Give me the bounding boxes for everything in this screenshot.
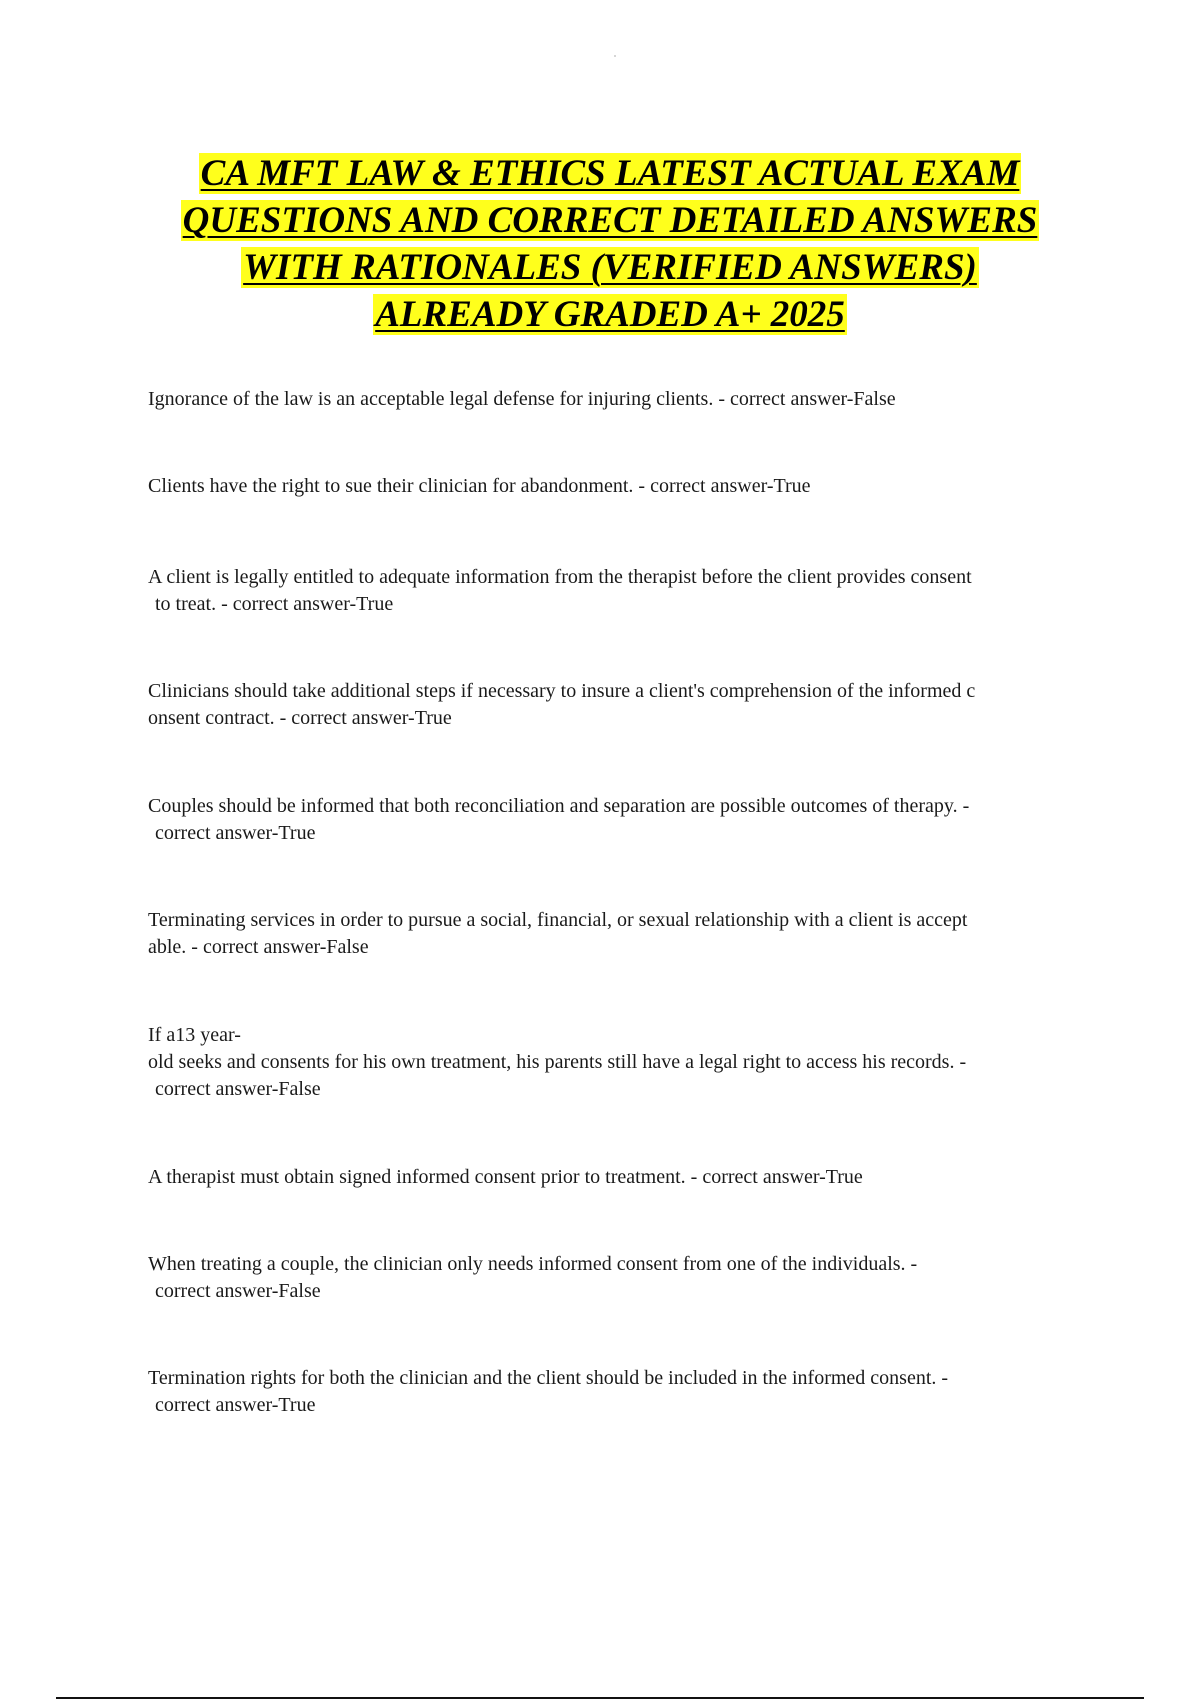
question-item [148,1022,1068,1103]
question-text: correct answer-False [155,1078,321,1100]
question-text: Clients have the right to sue their clinician for abandonment. - correct answer-True [148,475,811,497]
question-text: correct answer-True [155,822,316,844]
title-line: CA MFT LAW & ETHICS LATEST ACTUAL EXAM [200,153,1020,194]
question-item [148,907,1068,961]
question-text: Termination rights for both the clinician and the client should be included in the informed consent. - [148,1367,949,1389]
question-text: Ignorance of the law is an acceptable legal defense for injuring clients. - correct answer-False [148,388,896,410]
question-text: onsent contract. - correct answer-True [148,707,452,729]
question-text: correct answer-True [155,1394,316,1416]
question-item [148,564,1068,618]
question-text: A therapist must obtain signed informed consent prior to treatment. - correct answer-True [148,1166,863,1188]
question-text: When treating a couple, the clinician only needs informed consent from one of the individuals. - [148,1253,918,1275]
title-line: ALREADY GRADED A+ 2025 [375,294,845,335]
scan-speck [614,55,616,57]
question-text: to treat. - correct answer-True [155,593,394,615]
question-text: Terminating services in order to pursue a social, financial, or sexual relationship with a client is accept [148,909,968,931]
question-item [148,1164,1068,1191]
question-item [148,386,1068,413]
question-text: Couples should be informed that both reconciliation and separation are possible outcomes of therapy. - [148,795,970,817]
question-item [148,1365,1068,1419]
question-item [148,473,1068,500]
question-item [148,678,1068,732]
title-line: WITH RATIONALES (VERIFIED ANSWERS) [243,247,977,288]
footer-rule [56,1697,1144,1699]
question-item [148,793,1068,847]
question-text: old seeks and consents for his own treatment, his parents still have a legal right to access his records. - [148,1051,967,1073]
title-line: QUESTIONS AND CORRECT DETAILED ANSWERS [182,200,1038,241]
question-text: If a13 year- [148,1024,241,1046]
question-text: able. - correct answer-False [148,936,369,958]
question-text: correct answer-False [155,1280,321,1302]
question-text: A client is legally entitled to adequate information from the therapist before the client provides consent [148,566,972,588]
question-text: Clinicians should take additional steps if necessary to insure a client's comprehension of the informed c [148,680,976,702]
question-item [148,1251,1068,1305]
document-title [140,150,1080,338]
